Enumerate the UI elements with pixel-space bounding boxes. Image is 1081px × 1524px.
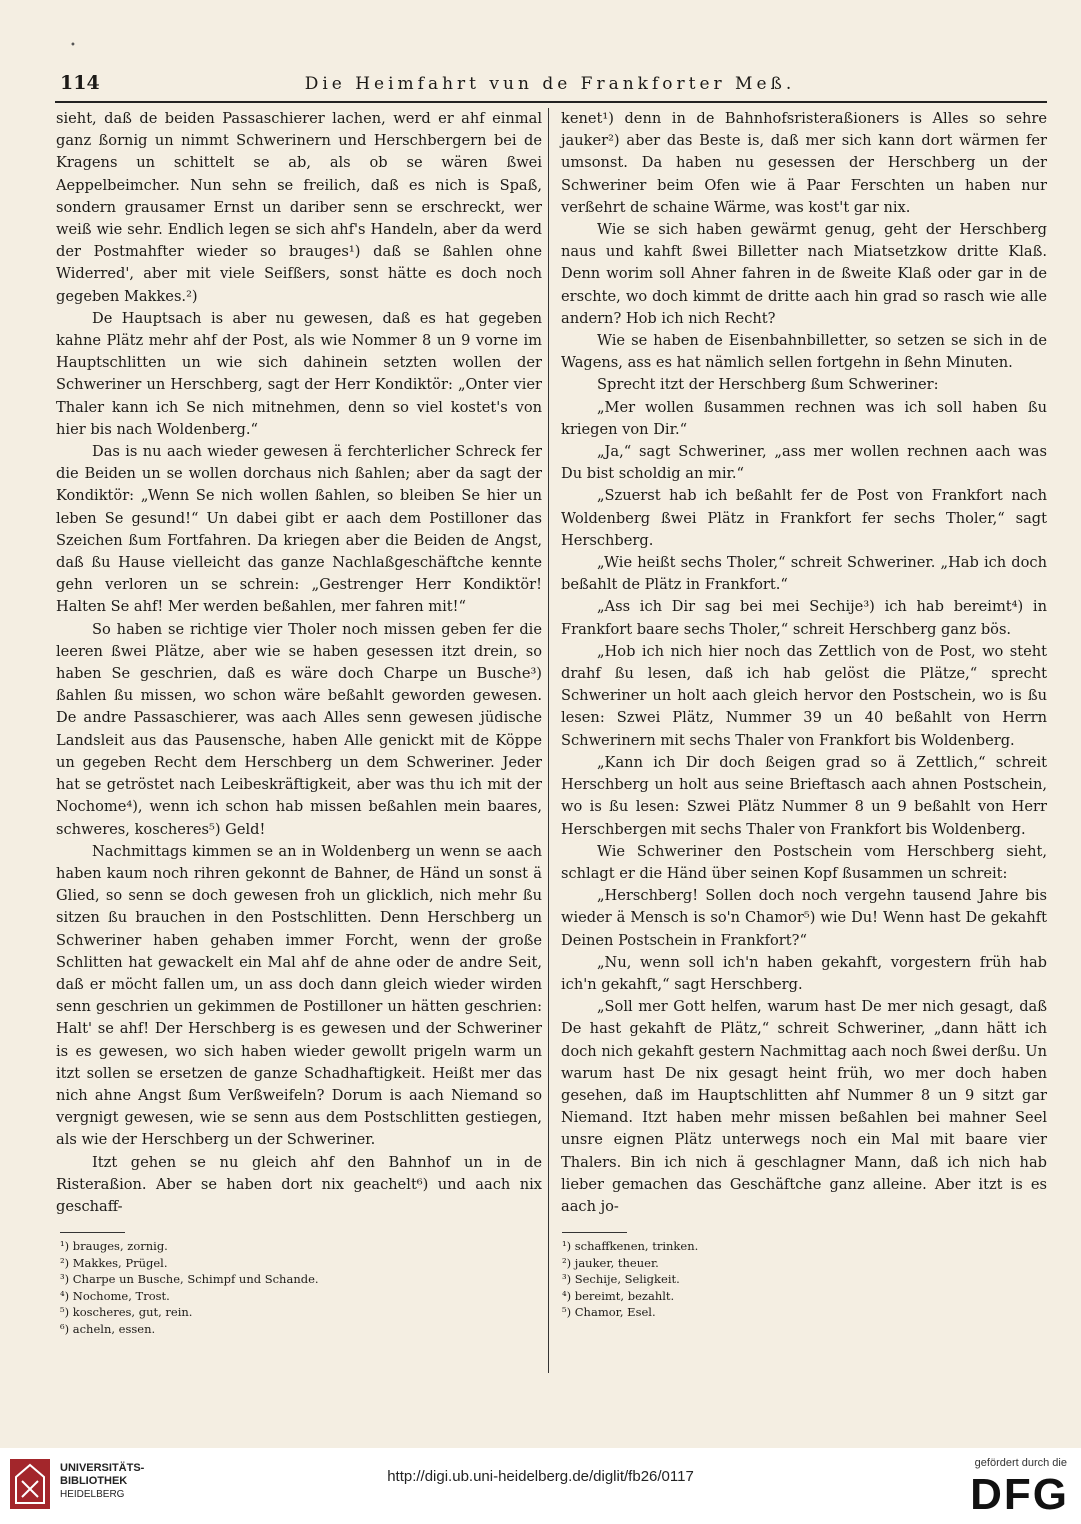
paragraph: „Ass ich Dir sag bei mei Sechije³) ich hab bereimt⁴) in Frankfort baare sechs Tholer,“ schreit Herschberg ganz bös. — [561, 598, 1047, 638]
paragraph: Itzt gehen se nu gleich ahf den Bahnhof un in de Risteraßion. Aber se haben dort nix geachelt⁶) und aach nix geschaff- — [56, 1153, 542, 1215]
dfg-logo: DFG — [970, 1470, 1069, 1519]
footnote-rule-left — [60, 1232, 125, 1233]
footnotes-left — [60, 1238, 480, 1337]
paragraph: Wie se haben de Eisenbahnbilletter, so setzen se sich in de Wagens, ass es hat nämlich sellen fortgehn in ßehn Minuten. — [561, 332, 1047, 372]
paragraph: „Hob ich nich hier noch das Zettlich von de Post, wo steht drahf ßu lesen, daß ich hab gelöst die Plätze,“ sprecht Schweriner un holt aach gleich hervor den Postschein, wo is ßu lesen: Szwei Plätz, Nummer 39 un 40 beßahlt von Herrn Schwerinern mit sechs Thaler von Frankfort bis Woldenberg. — [561, 642, 1047, 749]
page-number: 114 — [60, 72, 100, 94]
paragraph: Nachmittags kimmen se an in Woldenberg un wenn se aach haben kaum noch rihren gekonnt de Bahner, de Händ un sonst ä Glied, so senn se doch gewesen froh un glicklich, nich mehr ßu sitzen ßu brauchen in den Postschlitten. Denn Herschberg un Schweriner haben gehaben immer Forcht, wenn der große Schlitten hat gewackelt ein Mal ahf de ahne oder de andre Seit, daß er möcht fallen um, un ass doch dann gleich wieder wirden senn geschrien un gekimmen de Postilloner un hätten geschrien: Halt' se ahf! Der Herschberg is es gewesen und der Schweriner is es gewesen, wo sich haben wieder gewollt prigeln warm un itzt sollen se ersetzen de ganze Schadhaftigkeit. Heißt mer das nich ahne Angst ßum Verßweifeln? Dorum is aach Niemand so vergnigt gewesen, wie se senn aus dem Postschlitten gestiegen, als wie der Herschberg un der Schweriner. — [56, 842, 542, 1149]
library-name-line1: UNIVERSITÄTS- — [60, 1462, 145, 1474]
footnote: ²) Makkes, Prügel. — [60, 1255, 168, 1270]
paragraph: Sprecht itzt der Herschberg ßum Schweriner: — [597, 376, 939, 394]
source-url-link[interactable]: http://digi.ub.uni-heidelberg.de/diglit/fb26/0117 — [387, 1468, 694, 1485]
running-title: Die Heimfahrt vun de Frankforter Meß. — [304, 74, 796, 94]
paragraph: „Herschberg! Sollen doch noch vergehn tausend Jahre bis wieder ä Mensch is so'n Chamor⁵) wie Du! Wenn hast De gekahft Deinen Postschein in Frankfort?“ — [561, 887, 1047, 949]
paragraph: „Mer wollen ßusammen rechnen was ich soll haben ßu kriegen von Dir.“ — [561, 398, 1047, 438]
header-rule — [55, 101, 1047, 103]
footnote: ²) jauker, theuer. — [562, 1255, 659, 1270]
scan-mark: • — [70, 40, 76, 51]
footnote: ³) Sechije, Seligkeit. — [562, 1272, 680, 1286]
footnote: ⁴) bereimt, bezahlt. — [562, 1288, 675, 1303]
library-name-line3: HEIDELBERG — [60, 1489, 125, 1500]
footnotes-right — [562, 1238, 982, 1321]
footnote: ⁵) koscheres, gut, rein. — [60, 1305, 193, 1319]
paragraph: „Kann ich Dir doch ßeigen grad so ä Zettlich,“ schreit Herschberg un holt aus seine Brieftasch aach ahnen Postschein, wo is ßu lesen: Szwei Plätz Nummer 8 un 9 beßahlt von Herr Herschbergen mit sechs Thaler von Frankfort bis Woldenberg. — [561, 753, 1047, 838]
right-column — [561, 108, 1047, 1218]
footnote: ⁴) Nochome, Trost. — [60, 1288, 170, 1303]
footnote: ¹) brauges, zornig. — [60, 1239, 168, 1253]
library-name-line2: BIBLIOTHEK — [60, 1475, 128, 1487]
footnote: ⁵) Chamor, Esel. — [562, 1305, 656, 1319]
dfg-caption: gefördert durch die — [974, 1457, 1067, 1469]
footnote: ¹) schaffkenen, trinken. — [562, 1239, 699, 1253]
column-divider — [548, 108, 549, 1373]
page-header — [55, 70, 1045, 100]
paragraph: Das is nu aach wieder gewesen ä ferchterlicher Schreck fer die Beiden un se wollen dorchaus nich ßahlen; aber da sagt der Kondiktör: „Wenn Se nich wollen ßahlen, so bleiben Se hier un leben Se gesund!“ Un dabei gibt er aach dem Postilloner das Szeichen ßum Fortfahren. Da kriegen aber die Beiden de Angst, daß ßu Hause vielleicht das ganze Nachlaßgeschäftche kennte gehn verloren un se schrein: „Gestrenger Herr Kondiktör! Halten Se ahf! Mer werden beßahlen, mer fahren mit!“ — [56, 443, 542, 616]
paragraph: Wie se sich haben gewärmt genug, geht der Herschberg naus und kahft ßwei Billetter nach Miatsetzkow dritte Klaß. Denn worim soll Ahner fahren in de ßweite Klaß oder gar in de erschte, wo doch kimmt de dritte aach hin grad so rasch wie alle andern? Hob ich nich Recht? — [561, 221, 1047, 327]
paragraph: Wie Schweriner den Postschein vom Herschberg sieht, schlagt er die Händ über seinen Kopf ßusammen un schreit: — [561, 842, 1047, 882]
paragraph: kenet¹) denn in de Bahnhofsristeraßioners is Alles so sehre jauker²) aber das Beste is, daß mer sich kann dort wärmen fer umsonst. Da haben nu gesessen der Herschberg un der Schweriner beim Ofen wie ä Paar Ferschten un haben nur verßehrt de schaine Wärme, was kost't gar nix. — [561, 110, 1047, 216]
paragraph: „Nu, wenn soll ich'n haben gekahft, vorgestern früh hab ich'n gekahft,“ sagt Herschberg. — [561, 953, 1047, 993]
footnote: ⁶) acheln, essen. — [60, 1321, 156, 1336]
paragraph: „Soll mer Gott helfen, warum hast De mer nich gesagt, daß De hast gekahft de Plätz,“ schreit Schweriner, „dann hätt ich doch nich gekahft gestern Nachmittag aach noch ßwei derßu. Un warum hast De nix gesagt heint früh, wo mer doch haben gesehen, daß im Hauptschlitten ahf Nummer 8 un 9 sitzt gar Niemand. Itzt haben mehr missen beßahlen bei mahner Seel unsre eignen Plätz unterwegs noch ein Mal mit baare vier Thalers. Bin ich nich ä geschlagner Mann, daß ich nich hab lieber gemachen das Geschäftche ganz alleine. Aber itzt is es aach jo- — [561, 998, 1047, 1215]
paragraph: So haben se richtige vier Tholer noch missen geben fer die leeren ßwei Plätze, aber wie se haben gesessen itzt drein, so haben Se geschrien, daß es wäre doch Charpe un Busche³) ßahlen ßu missen, wo schon wäre beßahlt geworden gewesen. De andre Passaschierer, was aach Alles senn gewesen jüdische Landsleit aus das Pausensche, haben Alle genickt mit de Köppe un gegeben Recht dem Herschberg un dem Schweriner. Jeder hat se getröstet nach Leibeskräftigkeit, aber was thu ich mit der Nochome⁴), wenn ich schon hab missen beßahlen mein baares, schweres, koscheres⁵) Geld! — [56, 620, 542, 838]
left-column — [56, 108, 542, 1218]
paragraph: sieht, daß de beiden Passaschierer lachen, werd er ahf einmal ganz ßornig un nimmt Schwerinern und Herschbergern bei de Kragens un schittelt se ab, als ob se wären ßwei Aeppelbeimcher. Nun sehn se freilich, daß es nich is Spaß, sondern grausamer Ernst un dariber senn se erschreckt, wer weiß wie sehr. Endlich legen se sich ahf's Handeln, aber da werd der Postmahfter wieder so brauges¹) daß se ßahlen ohne Widerred', aber mit viele Seifßers, sonst hätte es doch noch gegeben Makkes.²) — [56, 110, 542, 305]
paragraph: „Wie heißt sechs Tholer,“ schreit Schweriner. „Hab ich doch beßahlt de Plätz in Frankfort.“ — [561, 554, 1047, 594]
footnote: ³) Charpe un Busche, Schimpf und Schande. — [60, 1272, 319, 1286]
footnote-rule-right — [562, 1232, 627, 1233]
paragraph: „Ja,“ sagt Schweriner, „ass mer wollen rechnen aach was Du bist scholdig an mir.“ — [561, 443, 1047, 483]
paragraph: De Hauptsach is aber nu gewesen, daß es hat gegeben kahne Plätz mehr ahf der Post, als wie Nommer 8 un 9 vorne im Hauptschlitten un wie sich dahinein setzten wollen der Schweriner un Herschberg, sagt der Herr Kondiktör: „Onter vier Thaler kann ich Se nich mitnehmen, denn so viel kostet's von hier bis nach Woldenberg.“ — [56, 309, 542, 438]
paragraph: „Szuerst hab ich beßahlt fer de Post von Frankfort nach Woldenberg ßwei Plätz in Frankfort fer sechs Tholer,“ sagt Herschberg. — [561, 487, 1047, 549]
footer-bar — [0, 1448, 1081, 1524]
